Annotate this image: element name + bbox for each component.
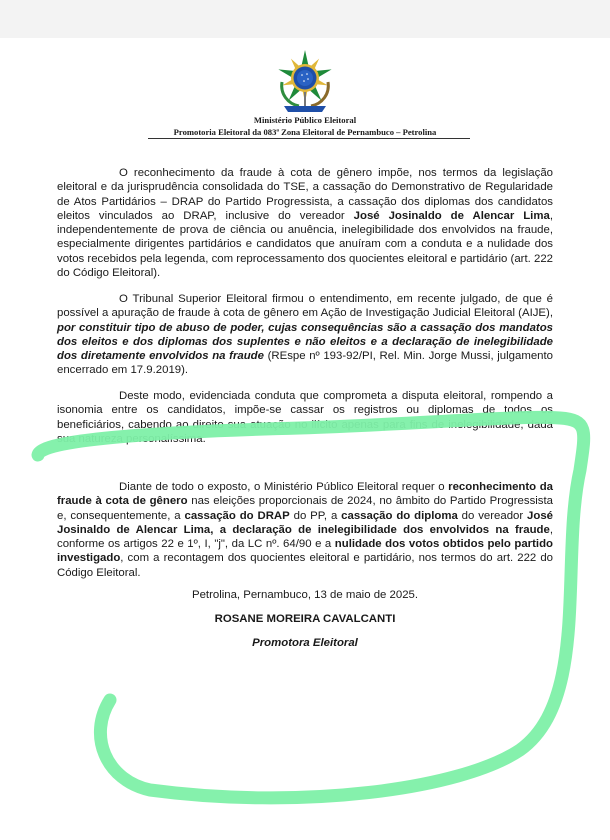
p4-text-d: cassação do DRAP bbox=[184, 509, 290, 522]
p4-text-b: reconhecimento da fraude à cota de gênero bbox=[57, 481, 553, 508]
p4-text-i: , conforme os artigos 22 e 1º, I, "j", da LC nº. 64/90 e a bbox=[57, 523, 553, 551]
paragraph-2 bbox=[57, 292, 553, 378]
signatory-name: ROSANE MOREIRA CAVALCANTI bbox=[214, 613, 396, 625]
paragraph-1 bbox=[57, 166, 553, 280]
paragraph-4 bbox=[57, 480, 553, 580]
signatory-role: Promotora Eleitoral bbox=[252, 637, 358, 649]
p4-text-j: nulidade dos votos obtidos pelo partido investigado bbox=[57, 538, 553, 565]
header-unit-name: Promotoria Eleitoral da 083ª Zona Eleitoral de Pernambuco – Petrolina bbox=[173, 127, 437, 137]
date-line: Petrolina, Pernambuco, 13 de maio de 2025. bbox=[191, 589, 419, 601]
header-rule bbox=[148, 138, 470, 139]
p1-text-c: , independentemente de prova de ciência ou anuência, inelegibilidade dos envolvidos na fraude, especialmente dirigentes partidários e candidatos que anuíram com a conduta e a nulidade dos votos recebidos pela legenda, com reprocessamento dos quocientes eleitoral e partidário (art. 222 do Código Eleitoral). bbox=[57, 209, 553, 280]
paragraph-3 bbox=[57, 389, 553, 446]
p1-text-a: O reconhecimento da fraude à cota de gênero impõe, nos termos da legislação eleitoral e da jurisprudência consolidada do TSE, a cassação do Demonstrativo de Regularidade de Atos Partidários – DRAP do Partido Progressista, a cassação dos diplomas dos candidatos eleitos vinculados ao DRAP, inclusive do vereador bbox=[57, 167, 553, 222]
p1-text-b: José Josinaldo de Alencar Lima bbox=[353, 209, 550, 222]
p4-text-g: do vereador bbox=[457, 509, 528, 522]
p4-text-h: José Josinaldo de Alencar Lima, a declaração de inelegibilidade dos envolvidos na fraude bbox=[57, 509, 554, 536]
p2-text-a: O Tribunal Superior Eleitoral firmou o entendimento, em recente julgado, de que é possível a apuração de fraude à cota de gênero em Ação de Investigação Judicial Eleitoral (AIJE), bbox=[57, 293, 553, 320]
p2-text-c: (REspe nº 193-92/PI, Rel. Min. Jorge Mussi, julgamento encerrado em 17.9.2019). bbox=[57, 350, 553, 377]
brazil-coat-of-arms-icon bbox=[268, 48, 342, 114]
p4-text-c: nas eleições proporcionais de 2024, no âmbito do Partido Progressista e, consequentemente, a bbox=[57, 495, 553, 522]
p2-text-b: por constituir tipo de abuso de poder, cujas consequências são a cassação dos mandatos dos eleitos e dos diplomas dos suplentes e não eleitos e a declaração de inelegibilidade dos diretamente envolvidos na fraude bbox=[57, 321, 553, 363]
p4-text-f: cassação do diploma bbox=[341, 509, 458, 522]
top-margin-band bbox=[0, 0, 610, 38]
p3-text-a: Deste modo, evidenciada conduta que comprometa a disputa eleitoral, rompendo a isonomia entre os candidatos, impõe-se cassar os registros ou diplomas de todos os beneficiários, cabendo ao direito sua atuação no ilícito apenas para fins de inelegibilidade, dada sua natureza personalíssima. bbox=[57, 390, 553, 445]
p4-text-a: Diante de todo o exposto, o Ministério Público Eleitoral requer o bbox=[119, 481, 449, 493]
p4-text-e: do PP, a bbox=[289, 509, 342, 522]
header-org-name: Ministério Público Eleitoral bbox=[253, 115, 357, 125]
p4-text-k: , com a recontagem dos quocientes eleitoral e partidário, nos termos do art. 222 do Código Eleitoral. bbox=[57, 552, 553, 579]
